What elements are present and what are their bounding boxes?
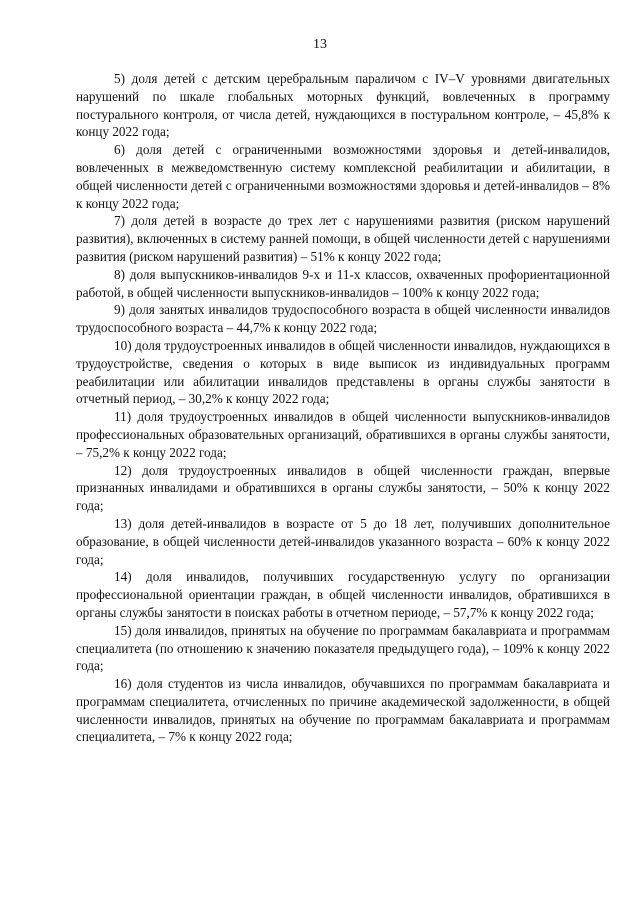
list-item: 14) доля инвалидов, получивших государственную услугу по организации профессиональной ориентации граждан, в общей численности инвалидов, обратившихся в органы службы занятости в поисках работы в отчетном периоде, – 57,7% к концу 2022 года; — [76, 569, 610, 620]
list-item: 6) доля детей с ограниченными возможностями здоровья и детей-инвалидов, вовлеченных в межведомственную систему комплексной реабилитации и абилитации, в общей численности детей с ограниченными возможностями здоровья и детей-инвалидов – 8% к концу 2022 года; — [76, 142, 610, 211]
list-item: 15) доля инвалидов, принятых на обучение по программам бакалавриата и программам специалитета (по отношению к значению показателя предыдущего года), – 109% к концу 2022 года; — [76, 622, 610, 674]
list-item: 13) доля детей-инвалидов в возрасте от 5 до 18 лет, получивших дополнительное образование, в общей численности детей-инвалидов указанного возраста – 60% к концу 2022 года; — [76, 515, 610, 567]
list-item: 8) доля выпускников-инвалидов 9-х и 11-х классов, охваченных профориентационной работой, в общей численности выпускников-инвалидов – 100% к концу 2022 года; — [76, 266, 610, 300]
page-number: 13 — [313, 37, 327, 52]
list-item: 10) доля трудоустроенных инвалидов в общей численности инвалидов, нуждающихся в трудоустройстве, сведения о которых в виде выписок из индивидуальных программ реабилитации или абилитации инвалидов представлены в органы службы занятости в отчетный период, – 30,2% к концу 2022 года; — [76, 337, 610, 407]
list-item: 7) доля детей в возрасте до трех лет с нарушениями развития (риском нарушений развития), включенных в систему ранней помощи, в общей численности детей с нарушениями развития (риском нарушений развития) – 51% к концу 2022 года; — [76, 213, 610, 264]
list-item: 16) доля студентов из числа инвалидов, обучавшихся по программам бакалавриата и программам специалитета, отчисленных по причине академической задолженности, в общей численности инвалидов, принятых на обучение по программам бакалавриата и программам специалитета, – 7% к концу 2022 года; — [76, 676, 610, 745]
list-item: 5) доля детей с детским церебральным параличом с IV–V уровнями двигательных нарушений по шкале глобальных моторных функций, вовлеченных в программу постурального контроля, от числа детей, нуждающихся в постуральном контроле, – 45,8% к концу 2022 года; — [76, 71, 610, 140]
list-item: 12) доля трудоустроенных инвалидов в общей численности граждан, впервые признанных инвалидами и обратившихся в органы службы занятости, – 50% к концу 2022 года; — [76, 462, 610, 514]
document-body — [76, 70, 610, 746]
list-item: 9) доля занятых инвалидов трудоспособного возраста в общей численности инвалидов трудоспособного возраста – 44,7% к концу 2022 года; — [76, 302, 610, 336]
list-item: 11) доля трудоустроенных инвалидов в общей численности выпускников-инвалидов профессиональных образовательных организаций, обратившихся в органы службы занятости, – 75,2% к концу 2022 года; — [76, 409, 610, 460]
